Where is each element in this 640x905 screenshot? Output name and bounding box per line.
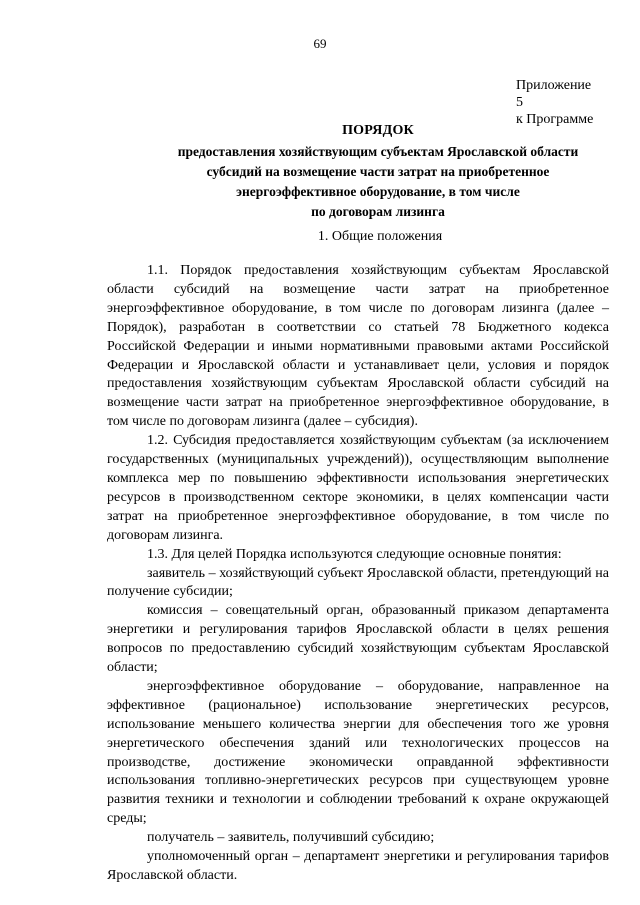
- section-heading: 1. Общие положения: [317, 229, 443, 244]
- paragraph-1-2: 1.2. Субсидия предоставляется хозяйствующим субъектам (за исключением государственных (муниципальных учреждений)), осуществляющим выполнение комплекса мер по повышению эффективности использования энергетических ресурсов в производственном секторе экономики, в целях компенсации части затрат на приобретенное энергоэффективное оборудование, в том числе по договорам лизинга.: [107, 433, 609, 543]
- definition-equipment: энергоэффективное оборудование – оборудование, направленное на эффективное (рациональное) использование энергетических ресурсов, использование меньшего количества энергии для обеспечения того же уровня энергетического обеспечения зданий или технологических процессов на производстве, достижение экономически оправданной эффективности использования топливно-энергетических ресурсов при существующем уровне развития техники и технологии и соблюдении требований к охране окружающей среды;: [107, 678, 609, 827]
- appendix-reference: [0, 77, 601, 128]
- paragraph-1-3: 1.3. Для целей Порядка используются следующие основные понятия:: [147, 546, 562, 562]
- subtitle-line: по договорам лизинга: [311, 204, 445, 219]
- appendix-line-2: к Программе: [516, 112, 594, 127]
- paragraph-1-1: 1.1. Порядок предоставления хозяйствующим субъектам Ярославской области субсидий на возмещение части затрат на приобретенное энергоэффективное оборудование, в том числе по договорам лизинга (далее – Порядок), разработан в соответствии со статьей 78 Бюджетного кодекса Российской Федерации и иными нормативными правовыми актами Российской Федерации и Ярославской области и устанавливает цели, условия и порядок предоставления хозяйствующим субъектам Ярославской области субсидий на возмещение части затрат на приобретенное энергоэффективное оборудование, в том числе по договорам лизинга (далее – субсидия).: [107, 263, 609, 430]
- appendix-line-1: Приложение 5: [516, 78, 592, 110]
- subtitle-line: субсидий на возмещение части затрат на приобретенное: [206, 164, 550, 179]
- definition-commission: комиссия – совещательный орган, образованный приказом департамента энергетики и регулирования тарифов Ярославской области в целях решения вопросов по предоставлению субсидий хозяйствующим субъектам Ярославской области;: [107, 603, 609, 676]
- definition-recipient: получатель – заявитель, получивший субсидию;: [147, 830, 435, 846]
- page-number: 69: [313, 36, 327, 51]
- definition-applicant: заявитель – хозяйствующий субъект Ярославской области, претендующий на получение субсидии;: [107, 565, 609, 600]
- document-body: [107, 262, 609, 886]
- document-subtitle: [0, 142, 640, 222]
- document-title: ПОРЯДОК: [342, 123, 414, 138]
- definition-authorized-body: уполномоченный орган – департамент энергетики и регулирования тарифов Ярославской области.: [107, 849, 609, 883]
- subtitle-line: предоставления хозяйствующим субъектам Ярославской области: [177, 144, 579, 159]
- subtitle-line: энергоэффективное оборудование, в том числе: [236, 184, 520, 199]
